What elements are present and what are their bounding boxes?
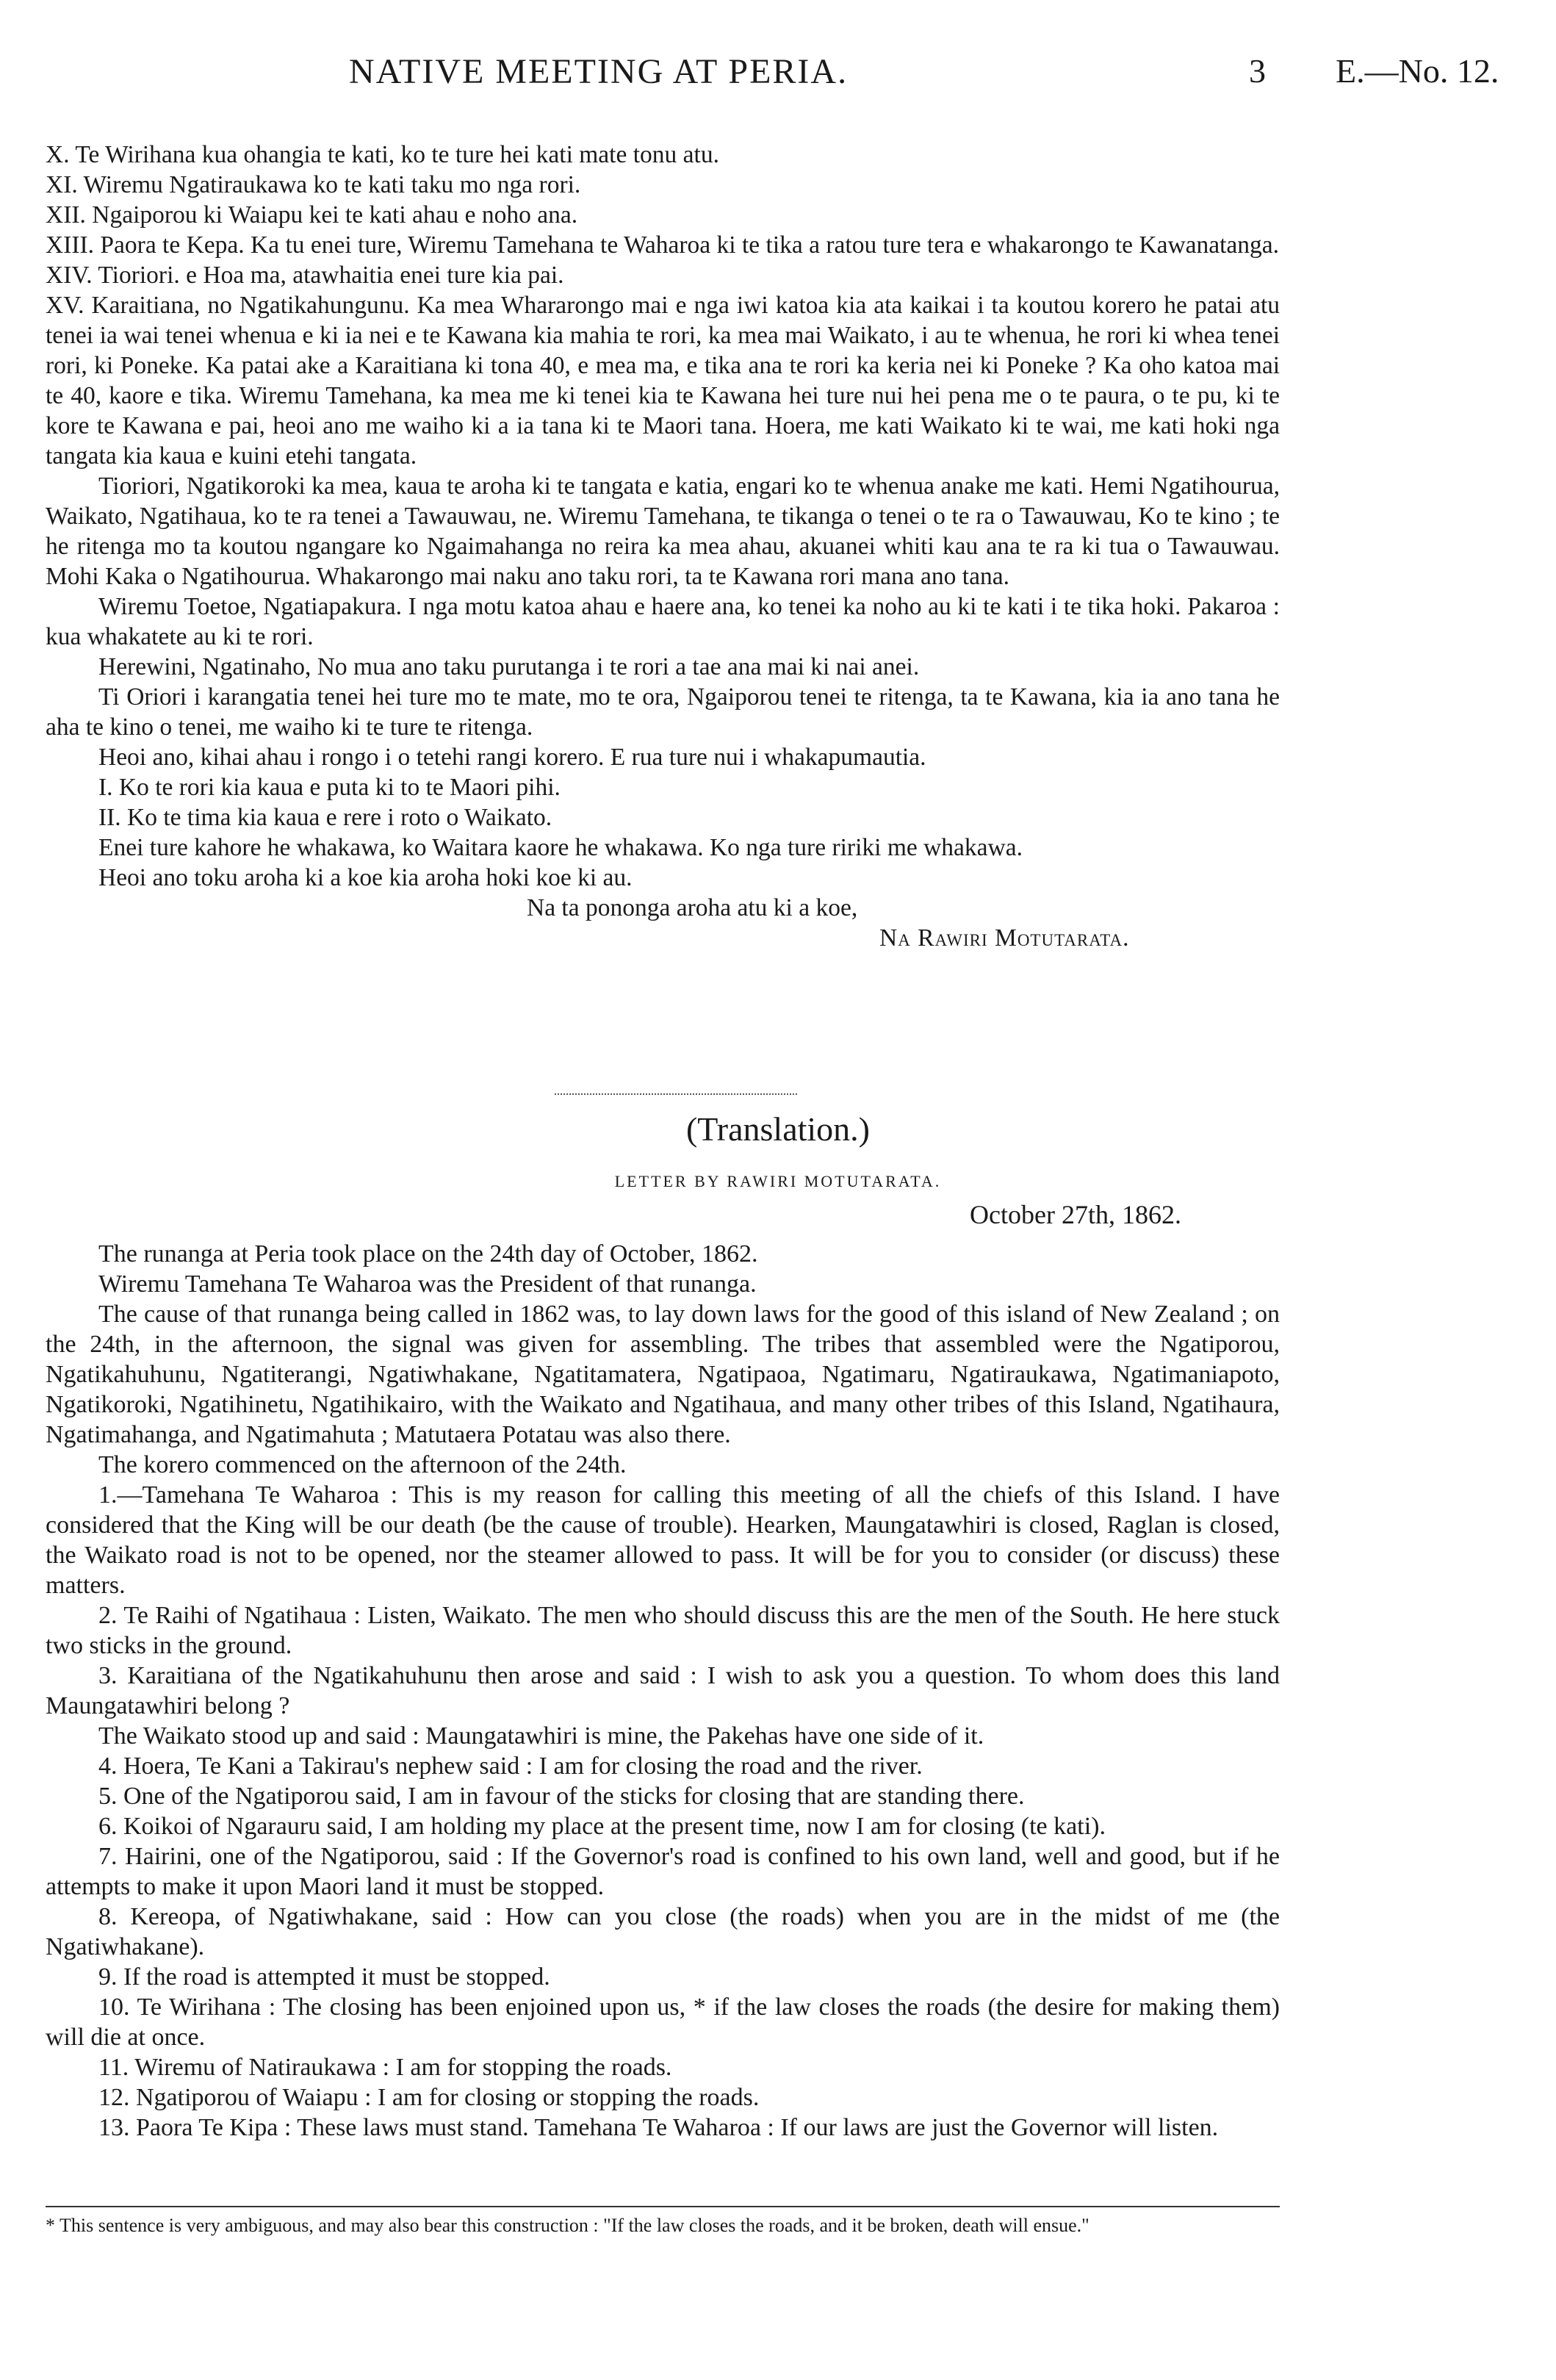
maori-paragraph: XII. Ngaiporou ki Waiapu kei te kati ahau e noho ana. <box>46 201 578 229</box>
page-header <box>0 35 1556 101</box>
translation-paragraph: 9. If the road is attempted it must be stopped. <box>98 1963 550 1991</box>
translation-paragraph: 8. Kereopa, of Ngatiwhakane, said : How can you close (the roads) when you are in the midst of me (the Ngatiwhakane). <box>46 1903 1280 1960</box>
translation-paragraph: 7. Hairini, one of the Ngatiporou, said : If the Governor's road is confined to his own land, well and good, but if he attempts to make it upon Maori land it must be stopped. <box>46 1843 1280 1900</box>
translation-paragraph: 4. Hoera, Te Kani a Takirau's nephew said : I am for closing the road and the river. <box>98 1752 923 1780</box>
translation-paragraph: 5. One of the Ngatiporou said, I am in favour of the sticks for closing that are standing there. <box>98 1783 1025 1810</box>
maori-paragraph: Heoi ano toku aroha ki a koe kia aroha hoki koe ki au. <box>98 864 633 891</box>
letter-signature: Na Rawiri Motutarata. <box>879 924 1130 952</box>
section-divider <box>555 1093 797 1095</box>
translation-paragraph: The runanga at Peria took place on the 24th day of October, 1862. <box>98 1240 758 1268</box>
translation-paragraph: 10. Te Wirihana : The closing has been enjoined upon us, * if the law closes the roads (the desire for making them) will die at once. <box>46 1993 1280 2051</box>
letter-closing: Na ta pononga aroha atu ki a koe, <box>527 894 858 921</box>
translation-paragraph: 11. Wiremu of Natiraukawa : I am for stopping the roads. <box>98 2054 672 2081</box>
maori-paragraph: Wiremu Toetoe, Ngatiapakura. I nga motu katoa ahau e haere ana, ko tenei ka noho au ki te kati i te tika hoki. Pakaroa : kua whakatete au ki te rori. <box>46 593 1280 650</box>
maori-paragraph: Heoi ano, kihai ahau i rongo i o tetehi rangi korero. E rua ture nui i whakapumautia. <box>98 744 926 771</box>
footnote-text: * This sentence is very ambiguous, and may also bear this construction : "If the law closes the roads, and it be broken, death will ensue." <box>46 2215 1089 2236</box>
maori-paragraph: II. Ko te tima kia kaua e rere i roto o Waikato. <box>98 804 552 831</box>
letter-date: October 27th, 1862. <box>970 1200 1181 1229</box>
translation-paragraph: The korero commenced on the afternoon of the 24th. <box>98 1451 627 1478</box>
translation-heading: (Translation.) <box>685 1110 870 1148</box>
maori-paragraph: Enei ture kahore he whakawa, ko Waitara kaore he whakawa. Ko nga ture ririki me whakawa. <box>98 834 1023 861</box>
translation-paragraph: 1.—Tamehana Te Waharoa : This is my reason for calling this meeting of all the chiefs of this Island. I have considered that the King will be our death (be the cause of trouble). Hearken, Maungatawhiri is closed, Raglan is closed, the Waikato road is not to be opened, nor the steamer allowed to pass. It will be for you to consider (or discuss) these matters. <box>46 1481 1280 1599</box>
page-number: 3 <box>1249 52 1266 90</box>
footnote <box>46 2213 1280 2238</box>
translation-body <box>46 1239 1280 2143</box>
maori-paragraph: XIV. Tioriori. e Hoa ma, atawhaitia enei ture kia pai. <box>46 262 564 289</box>
maori-paragraph: Herewini, Ngatinaho, No mua ano taku purutanga i te rori a tae ana mai ki nai anei. <box>98 653 920 680</box>
translation-paragraph: Wiremu Tamehana Te Waharoa was the President of that runanga. <box>98 1270 757 1298</box>
translation-paragraph: 2. Te Raihi of Ngatihaua : Listen, Waikato. The men who should discuss this are the men of the South. He here stuck two sticks in the ground. <box>46 1602 1280 1659</box>
maori-paragraph: XI. Wiremu Ngatiraukawa ko te kati taku mo nga rori. <box>46 171 581 198</box>
translation-paragraph: 13. Paora Te Kipa : These laws must stand. Tamehana Te Waharoa : If our laws are just the Governor will listen. <box>98 2114 1219 2141</box>
translation-paragraph: 3. Karaitiana of the Ngatikahuhunu then arose and said : I wish to ask you a question. To whom does this land Maungatawhiri belong ? <box>46 1662 1280 1719</box>
letter-heading: LETTER BY RAWIRI MOTUTARATA. <box>614 1172 942 1190</box>
maori-letter <box>46 140 1280 953</box>
translation-paragraph: 12. Ngatiporou of Waiapu : I am for closing or stopping the roads. <box>98 2084 760 2111</box>
maori-paragraph: XV. Karaitiana, no Ngatikahungunu. Ka mea Whararongo mai e nga iwi katoa kia ata kaikai i ta koutou korero he patai atu tenei ia wai tenei whenua e ki ia nei e te Kawana kia mahia te rori, ka mea mai Waikato, i au te whenua, he rori ki whea tenei rori, ki Poneke. Ka patai ake a Karaitiana ki tona 40, e mea ma, e tika ana te rori ka keria nei ki Poneke ? Ka oho katoa mai te 40, kaore e tika. Wiremu Tamehana, ka mea me ki tenei kia te Kawana hei ture nui hei pena me o te paura, o te pu, ki te kore te Kawana e pai, heoi ano me waiho ki a ia tana ki te Maori tana. Hoera, me kati Waikato ki te wai, me kati hoki nga tangata kia kaua e kuini etehi tangata. <box>46 292 1280 470</box>
maori-paragraph: Tioriori, Ngatikoroki ka mea, kaua te aroha ki te tangata e katia, engari ko te whenua anake me kati. Hemi Ngatihourua, Waikato, Ngatihaua, ko te ra tenei a Tawauwau, ne. Wiremu Tamehana, te tikanga o tenei o te ra o Tawauwau, Ko te kino ; te he ritenga mo ta koutou ngangare ko Ngaimahanga no reira ka mea ahau, akuanei whiti kau ana te ra ki tua o Tawauwau. Mohi Kaka o Ngatihourua. Whakarongo mai naku ano taku rori, ta te Kawana rori mana ano tana. <box>46 472 1280 590</box>
maori-paragraph: Ti Oriori i karangatia tenei hei ture mo te mate, mo te ora, Ngaiporou tenei te ritenga, ta te Kawana, kia ia ano tana he aha te kino o tenei, me waiho ki te ture te ritenga. <box>46 683 1280 741</box>
translation-paragraph: The Waikato stood up and said : Maungatawhiri is mine, the Pakehas have one side of it. <box>98 1722 984 1750</box>
document-reference: E.—No. 12. <box>1336 52 1499 90</box>
maori-paragraph: XIII. Paora te Kepa. Ka tu enei ture, Wiremu Tamehana te Waharoa ki te tika a ratou ture tera e whakarongo te Kawanatanga. <box>46 231 1280 259</box>
maori-paragraph: X. Te Wirihana kua ohangia te kati, ko te ture hei kati mate tonu atu. <box>46 141 719 168</box>
page-title: NATIVE MEETING AT PERIA. <box>349 52 849 91</box>
maori-paragraph: I. Ko te rori kia kaua e puta ki to te Maori pihi. <box>98 774 561 801</box>
translation-paragraph: The cause of that runanga being called in 1862 was, to lay down laws for the good of this island of New Zealand ; on the 24th, in the afternoon, the signal was given for assembling. The tribes that assembled were the Ngatiporou, Ngatikahuhunu, Ngatiterangi, Ngatiwhakane, Ngatitamatera, Ngatipaoa, Ngatimaru, Ngatiraukawa, Ngatimaniapoto, Ngatikoroki, Ngatihinetu, Ngatihikairo, with the Waikato and Ngatihaua, and many other tribes of this Island, Ngatihaura, Ngatimahanga, and Ngatimahuta ; Matutaera Potatau was also there. <box>46 1301 1280 1448</box>
translation-paragraph: 6. Koikoi of Ngarauru said, I am holding my place at the present time, now I am for closing (te kati). <box>98 1813 1106 1840</box>
footnote-rule <box>46 2206 1280 2207</box>
